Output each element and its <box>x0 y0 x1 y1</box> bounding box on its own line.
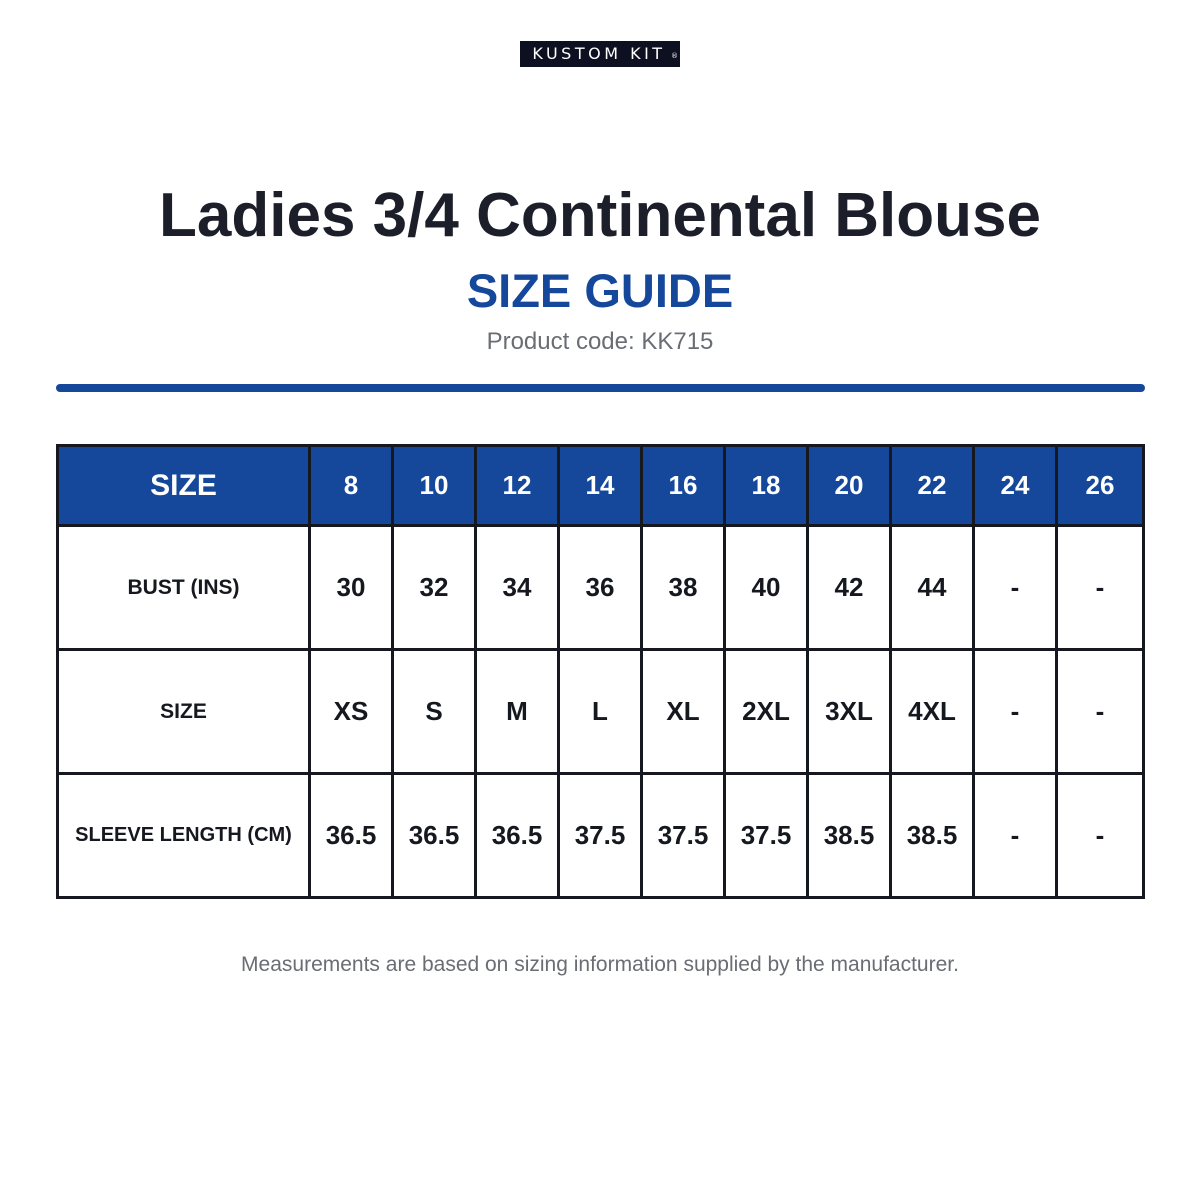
table-cell: - <box>1057 650 1144 774</box>
table-header-row <box>58 446 1144 526</box>
table-cell: - <box>974 650 1057 774</box>
brand-logo-text: KUSTOM KIT <box>532 44 666 63</box>
column-header: 16 <box>642 446 725 526</box>
size-guide-heading: SIZE GUIDE <box>466 264 734 317</box>
column-header: 12 <box>476 446 559 526</box>
column-header: 24 <box>974 446 1057 526</box>
table-cell: 36.5 <box>393 774 476 898</box>
column-header: 10 <box>393 446 476 526</box>
table-cell: 30 <box>310 526 393 650</box>
product-title: Ladies 3/4 Continental Blouse <box>159 181 1041 250</box>
table-cell: XS <box>310 650 393 774</box>
column-header: 18 <box>725 446 808 526</box>
table-cell: 40 <box>725 526 808 650</box>
brand-logo <box>520 41 680 67</box>
table-cell: M <box>476 650 559 774</box>
column-header: 26 <box>1057 446 1144 526</box>
row-label: SLEEVE LENGTH (CM) <box>58 774 310 898</box>
row-label: SIZE <box>58 650 310 774</box>
column-header: 14 <box>559 446 642 526</box>
size-header-label: SIZE <box>58 446 310 526</box>
table-cell: 38.5 <box>808 774 891 898</box>
table-cell: 3XL <box>808 650 891 774</box>
table-cell: - <box>1057 526 1144 650</box>
table-cell: L <box>559 650 642 774</box>
table-cell: - <box>974 526 1057 650</box>
table-cell: 44 <box>891 526 974 650</box>
table-cell: 32 <box>393 526 476 650</box>
table-cell: 37.5 <box>642 774 725 898</box>
product-code: Product code: KK715 <box>486 328 714 355</box>
header-divider <box>56 384 1145 392</box>
table-cell: S <box>393 650 476 774</box>
table-row-sleeve-length <box>58 774 1144 898</box>
table-cell: 4XL <box>891 650 974 774</box>
table-cell: 42 <box>808 526 891 650</box>
table-row-size <box>58 650 1144 774</box>
footnote: Measurements are based on sizing information supplied by the manufacturer. <box>241 953 959 976</box>
table-row-bust <box>58 526 1144 650</box>
table-cell: 38 <box>642 526 725 650</box>
table-cell: - <box>1057 774 1144 898</box>
table-cell: 37.5 <box>559 774 642 898</box>
size-table <box>56 444 1145 899</box>
table-cell: 37.5 <box>725 774 808 898</box>
column-header: 22 <box>891 446 974 526</box>
table-cell: 38.5 <box>891 774 974 898</box>
table-cell: XL <box>642 650 725 774</box>
table-cell: 36.5 <box>476 774 559 898</box>
column-header: 8 <box>310 446 393 526</box>
row-label: BUST (INS) <box>58 526 310 650</box>
table-cell: - <box>974 774 1057 898</box>
table-cell: 36.5 <box>310 774 393 898</box>
registered-mark: ® <box>671 52 678 60</box>
table-cell: 34 <box>476 526 559 650</box>
column-header: 20 <box>808 446 891 526</box>
table-cell: 36 <box>559 526 642 650</box>
table-cell: 2XL <box>725 650 808 774</box>
